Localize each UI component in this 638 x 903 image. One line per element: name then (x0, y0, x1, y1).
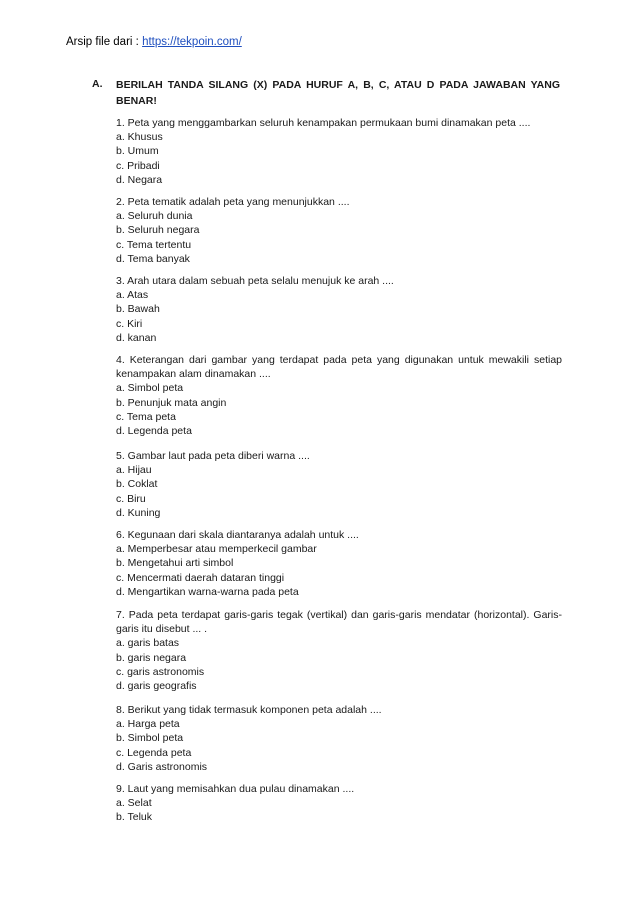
option-a[interactable]: a. Atas (116, 289, 149, 302)
question-stem: 7. Pada peta terdapat garis-garis tegak (vertikal) dan garis-garis mendatar (horizontal). Garis-garis itu disebut ... . (116, 609, 562, 636)
archive-prefix: Arsip file dari : (66, 36, 143, 48)
option-b[interactable]: b. Teluk (116, 811, 152, 824)
section-letter: A. (92, 78, 103, 90)
option-b[interactable]: b. Penunjuk mata angin (116, 396, 227, 409)
question-stem: 6. Kegunaan dari skala diantaranya adalah untuk .... (116, 529, 359, 541)
question-3 (116, 274, 562, 345)
option-c[interactable]: c. Mencermati daerah dataran tinggi (116, 571, 285, 584)
option-a[interactable]: a. Khusus (116, 131, 163, 144)
question-5 (116, 449, 562, 520)
question-9 (116, 782, 562, 825)
option-a[interactable]: a. Seluruh dunia (116, 210, 193, 223)
question-stem: 4. Keterangan dari gambar yang terdapat pada peta yang digunakan untuk mewakili setiap kenampakan alam dinamakan .... (116, 354, 562, 381)
option-a[interactable]: a. Memperbesar atau memperkecil gambar (116, 543, 317, 556)
option-c[interactable]: c. Legenda peta (116, 746, 192, 759)
question-stem: 8. Berikut yang tidak termasuk komponen peta adalah .... (116, 704, 382, 716)
source-link[interactable]: https://tekpoin.com/ (142, 36, 242, 48)
question-8 (116, 703, 562, 774)
archive-source-line (66, 36, 242, 48)
option-a[interactable]: a. Simbol peta (116, 382, 184, 395)
option-b[interactable]: b. Umum (116, 145, 159, 158)
option-b[interactable]: b. Seluruh negara (116, 224, 200, 237)
option-c[interactable]: c. Pribadi (116, 159, 160, 172)
option-c[interactable]: c. Biru (116, 492, 146, 505)
question-6 (116, 528, 562, 599)
question-stem: 2. Peta tematik adalah peta yang menunjukkan .... (116, 196, 350, 208)
option-d[interactable]: d. Mengartikan warna-warna pada peta (116, 585, 299, 598)
option-d[interactable]: d. Garis astronomis (116, 760, 208, 773)
option-a[interactable]: a. Hijau (116, 464, 152, 477)
option-c[interactable]: c. Kiri (116, 317, 143, 330)
option-a[interactable]: a. Selat (116, 797, 152, 810)
question-stem: 1. Peta yang menggambarkan seluruh kenampakan permukaan bumi dinamakan peta .... (116, 117, 531, 129)
question-stem: 3. Arah utara dalam sebuah peta selalu menujuk ke arah .... (116, 275, 394, 287)
option-d[interactable]: d. Negara (116, 173, 163, 186)
option-d[interactable]: d. Kuning (116, 506, 161, 519)
option-b[interactable]: b. Simbol peta (116, 732, 184, 745)
question-4 (116, 353, 562, 438)
question-7 (116, 608, 562, 693)
option-a[interactable]: a. Harga peta (116, 718, 180, 731)
question-stem: 9. Laut yang memisahkan dua pulau dinamakan .... (116, 783, 355, 795)
option-a[interactable]: a. garis batas (116, 637, 180, 650)
option-c[interactable]: c. Tema peta (116, 410, 176, 423)
option-b[interactable]: b. Bawah (116, 303, 160, 316)
question-2 (116, 195, 562, 266)
option-c[interactable]: c. Tema tertentu (116, 238, 192, 251)
option-b[interactable]: b. garis negara (116, 651, 187, 664)
option-c[interactable]: c. garis astronomis (116, 665, 205, 678)
option-d[interactable]: d. Tema banyak (116, 252, 190, 265)
option-d[interactable]: d. kanan (116, 331, 157, 344)
option-d[interactable]: d. Legenda peta (116, 425, 192, 438)
question-stem: 5. Gambar laut pada peta diberi warna .... (116, 450, 310, 462)
section-instruction: BERILAH TANDA SILANG (X) PADA HURUF A, B, C, ATAU D PADA JAWABAN YANG BENAR! (116, 79, 560, 107)
option-b[interactable]: b. Mengetahui arti simbol (116, 557, 234, 570)
question-1 (116, 116, 562, 187)
option-b[interactable]: b. Coklat (116, 478, 158, 491)
option-d[interactable]: d. garis geografis (116, 680, 197, 693)
